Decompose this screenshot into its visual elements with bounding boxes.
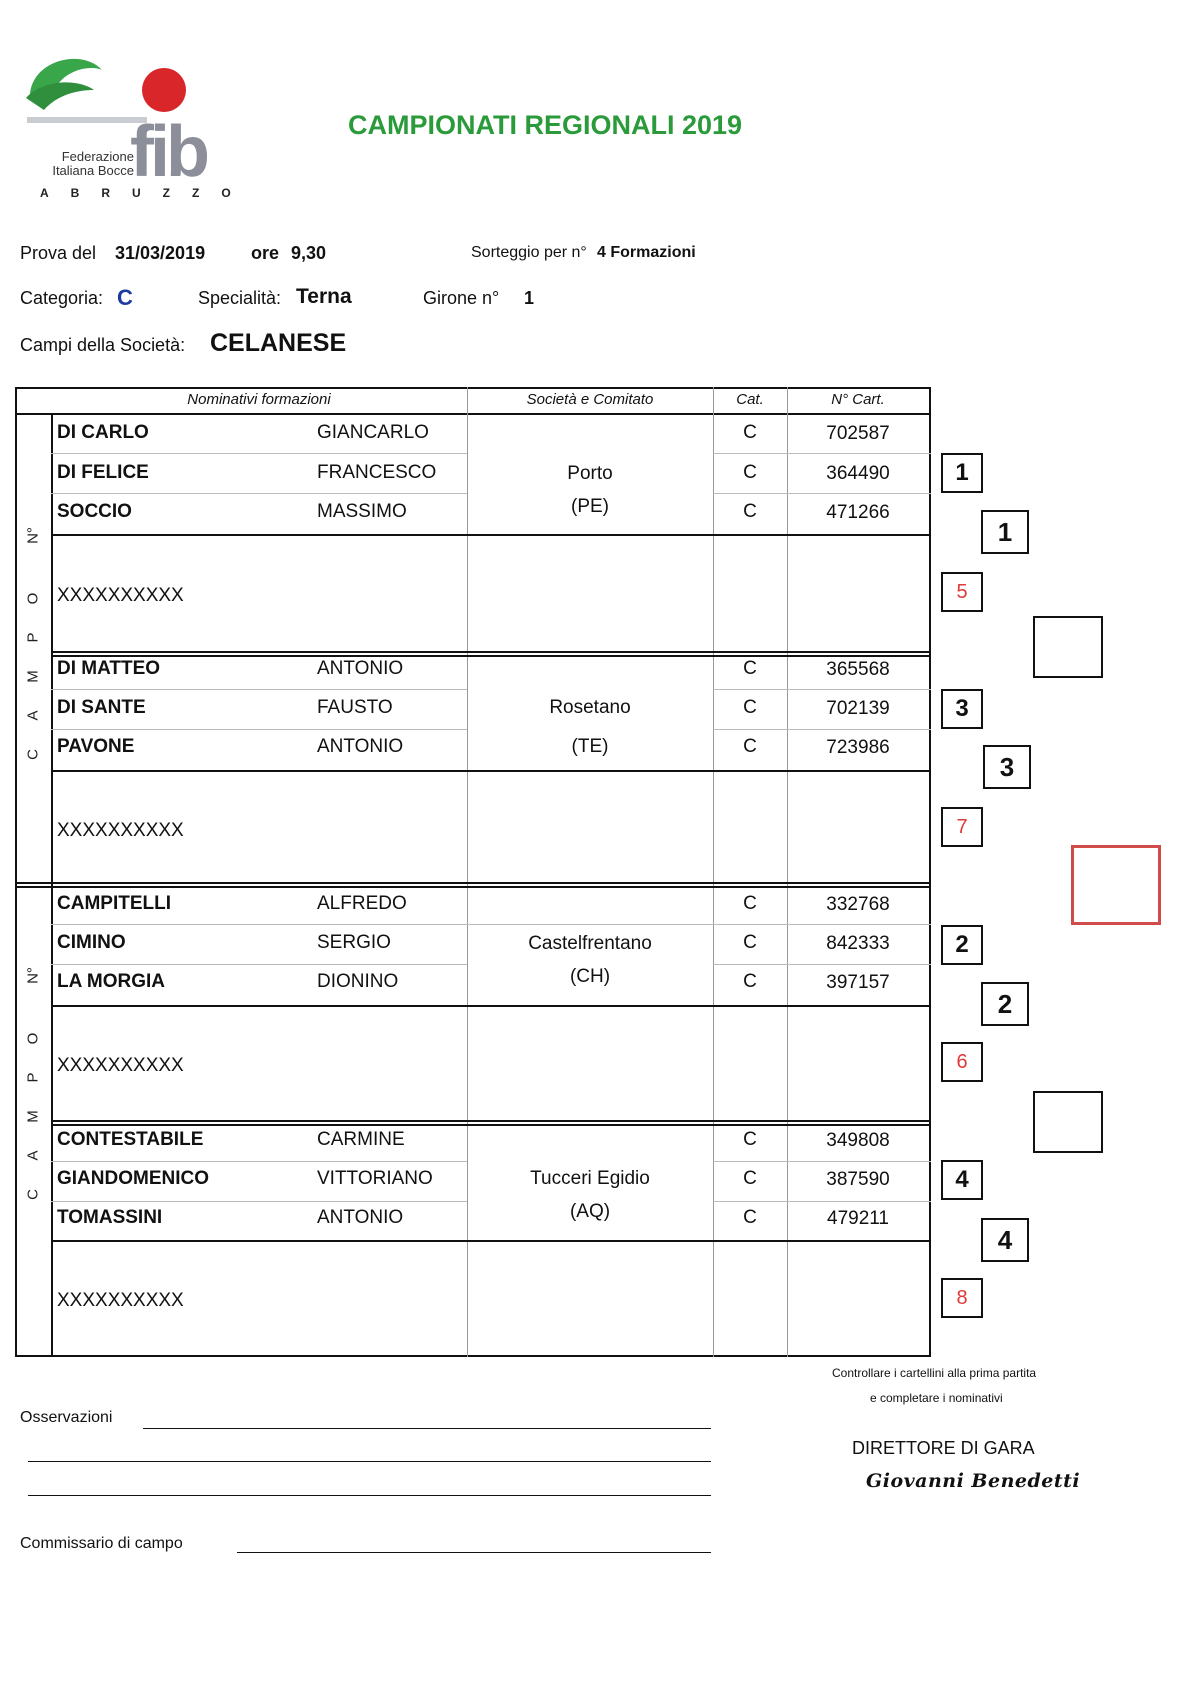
sorteggio-value: 4 Formazioni bbox=[597, 244, 696, 261]
team4-player3-card: 479211 bbox=[827, 1208, 889, 1229]
osservazioni-line-2 bbox=[28, 1461, 711, 1462]
team1-player3-cat: C bbox=[743, 501, 757, 522]
campi-value: CELANESE bbox=[210, 329, 347, 357]
team4-player1-card: 349808 bbox=[826, 1130, 890, 1151]
draw-table bbox=[15, 387, 930, 1355]
seed-box-3: 3 bbox=[941, 689, 983, 729]
seed-box-4: 4 bbox=[941, 1160, 983, 1200]
team3-player3-cat: C bbox=[743, 971, 757, 992]
team4-committee: (AQ) bbox=[569, 1201, 611, 1222]
team2-player3-name: ANTONIO bbox=[317, 736, 404, 757]
team2-player2-surname: DI SANTE bbox=[57, 697, 146, 718]
team3-player2-name: SERGIO bbox=[317, 932, 391, 953]
logo-fib-text: fib bbox=[130, 112, 206, 192]
team4-player1-surname: CONTESTABILE bbox=[57, 1129, 204, 1150]
team4-player2-card: 387590 bbox=[826, 1169, 890, 1190]
team1-player2-surname: DI FELICE bbox=[57, 462, 149, 483]
prova-date: 31/03/2019 bbox=[115, 243, 206, 263]
commissario-label: Commissario di campo bbox=[20, 1535, 183, 1552]
girone-label: Girone n° bbox=[423, 288, 500, 308]
team3-placeholder: XXXXXXXXXX bbox=[57, 1055, 184, 1076]
prova-label: Prova del bbox=[20, 243, 97, 263]
opponent-box-8: 8 bbox=[941, 1278, 983, 1318]
team4-player1-name: CARMINE bbox=[317, 1129, 405, 1150]
team4-placeholder: XXXXXXXXXX bbox=[57, 1290, 184, 1311]
team4-player3-surname: TOMASSINI bbox=[57, 1207, 163, 1228]
specialita-value: Terna bbox=[296, 285, 352, 308]
specialita-label: Specialità: bbox=[198, 288, 282, 308]
ore-label: ore bbox=[251, 243, 280, 263]
team3-society: Castelfrentano bbox=[528, 933, 652, 954]
team2-player3-surname: PAVONE bbox=[57, 736, 135, 757]
team3-player1-surname: CAMPITELLI bbox=[57, 893, 171, 914]
team1-placeholder: XXXXXXXXXX bbox=[57, 585, 184, 606]
seed-box-2: 2 bbox=[941, 925, 983, 965]
logo-org-line2: Italiana Bocce bbox=[52, 163, 134, 178]
opponent-box-7: 7 bbox=[941, 807, 983, 847]
team3-committee: (CH) bbox=[569, 966, 611, 987]
header-society: Società e Comitato bbox=[526, 391, 654, 408]
team1-player1-cat: C bbox=[743, 422, 757, 443]
team3-player1-cat: C bbox=[743, 893, 757, 914]
advance-box-4: 4 bbox=[981, 1218, 1029, 1262]
team4-player2-name: VITTORIANO bbox=[317, 1168, 433, 1189]
commissario-line bbox=[237, 1552, 711, 1553]
semifinal-box-1 bbox=[1033, 616, 1103, 678]
team3-player2-cat: C bbox=[743, 932, 757, 953]
team3-player1-name: ALFREDO bbox=[317, 893, 407, 914]
header-card: N° Cart. bbox=[831, 391, 885, 408]
header-names: Nominativi formazioni bbox=[187, 391, 331, 408]
osservazioni-line-3 bbox=[28, 1495, 711, 1496]
director-name: Giovanni Benedetti bbox=[866, 1470, 1081, 1492]
note-line2: e completare i nominativi bbox=[870, 1391, 1003, 1405]
team2-player3-card: 723986 bbox=[826, 737, 890, 758]
sorteggio-label: Sorteggio per n° bbox=[471, 244, 587, 261]
team1-player1-card: 702587 bbox=[826, 423, 890, 444]
team2-player2-name: FAUSTO bbox=[317, 697, 393, 718]
advance-box-1: 1 bbox=[981, 510, 1029, 554]
categoria-label: Categoria: bbox=[20, 288, 104, 308]
team1-player2-card: 364490 bbox=[826, 463, 890, 484]
team1-player1-surname: DI CARLO bbox=[57, 422, 149, 443]
team4-player3-name: ANTONIO bbox=[317, 1207, 404, 1228]
team4-player2-surname: GIANDOMENICO bbox=[57, 1168, 209, 1189]
opponent-box-5: 5 bbox=[941, 572, 983, 612]
team1-committee: (PE) bbox=[571, 496, 609, 517]
team1-player3-name: MASSIMO bbox=[317, 501, 407, 522]
team2-player1-card: 365568 bbox=[826, 659, 890, 680]
team4-player3-cat: C bbox=[743, 1207, 757, 1228]
semifinal-box-2 bbox=[1033, 1091, 1103, 1153]
campo-label-1: N° O P M A C bbox=[24, 527, 42, 760]
team2-placeholder: XXXXXXXXXX bbox=[57, 820, 184, 841]
team3-player3-surname: LA MORGIA bbox=[57, 971, 166, 992]
categoria-value: C bbox=[117, 285, 133, 310]
team2-player3-cat: C bbox=[743, 736, 757, 757]
team1-player3-card: 471266 bbox=[826, 502, 890, 523]
team2-player1-surname: DI MATTEO bbox=[57, 658, 161, 679]
team3-player3-card: 397157 bbox=[826, 972, 890, 993]
team3-player3-name: DIONINO bbox=[317, 971, 399, 992]
team3-player2-card: 842333 bbox=[826, 933, 890, 954]
team1-society: Porto bbox=[567, 463, 613, 484]
team1-player3-surname: SOCCIO bbox=[57, 501, 132, 522]
team3-player2-surname: CIMINO bbox=[57, 932, 126, 953]
team1-player2-cat: C bbox=[743, 462, 757, 483]
team2-player2-cat: C bbox=[743, 697, 757, 718]
ore-value: 9,30 bbox=[291, 243, 327, 263]
advance-box-3: 3 bbox=[983, 745, 1031, 789]
opponent-box-6: 6 bbox=[941, 1042, 983, 1082]
team4-player2-cat: C bbox=[743, 1168, 757, 1189]
advance-box-2: 2 bbox=[981, 982, 1029, 1026]
director-title: DIRETTORE DI GARA bbox=[852, 1438, 1035, 1458]
team2-player1-cat: C bbox=[743, 658, 757, 679]
page-title: CAMPIONATI REGIONALI 2019 bbox=[348, 110, 743, 140]
logo-region: ABRUZZO bbox=[40, 186, 253, 200]
logo-org-line1: Federazione bbox=[61, 149, 134, 164]
osservazioni-label: Osservazioni bbox=[20, 1409, 113, 1426]
campo-label-2: N° O P M A C bbox=[24, 967, 42, 1200]
osservazioni-line-1 bbox=[143, 1428, 711, 1429]
team2-committee: (TE) bbox=[571, 736, 609, 757]
campi-label: Campi della Società: bbox=[20, 335, 186, 355]
team1-player1-name: GIANCARLO bbox=[317, 422, 429, 443]
team2-society: Rosetano bbox=[549, 697, 631, 718]
logo-org-name bbox=[38, 150, 134, 178]
team2-player2-card: 702139 bbox=[826, 698, 890, 719]
team1-player2-name: FRANCESCO bbox=[317, 462, 437, 483]
team4-player1-cat: C bbox=[743, 1129, 757, 1150]
team3-player1-card: 332768 bbox=[826, 894, 890, 915]
team2-player1-name: ANTONIO bbox=[317, 658, 404, 679]
note-line1: Controllare i cartellini alla prima partita bbox=[832, 1366, 1037, 1380]
team4-society: Tucceri Egidio bbox=[530, 1168, 650, 1189]
girone-value: 1 bbox=[524, 288, 535, 308]
final-box bbox=[1071, 845, 1161, 925]
seed-box-1: 1 bbox=[941, 453, 983, 493]
header-cat: Cat. bbox=[736, 391, 764, 408]
